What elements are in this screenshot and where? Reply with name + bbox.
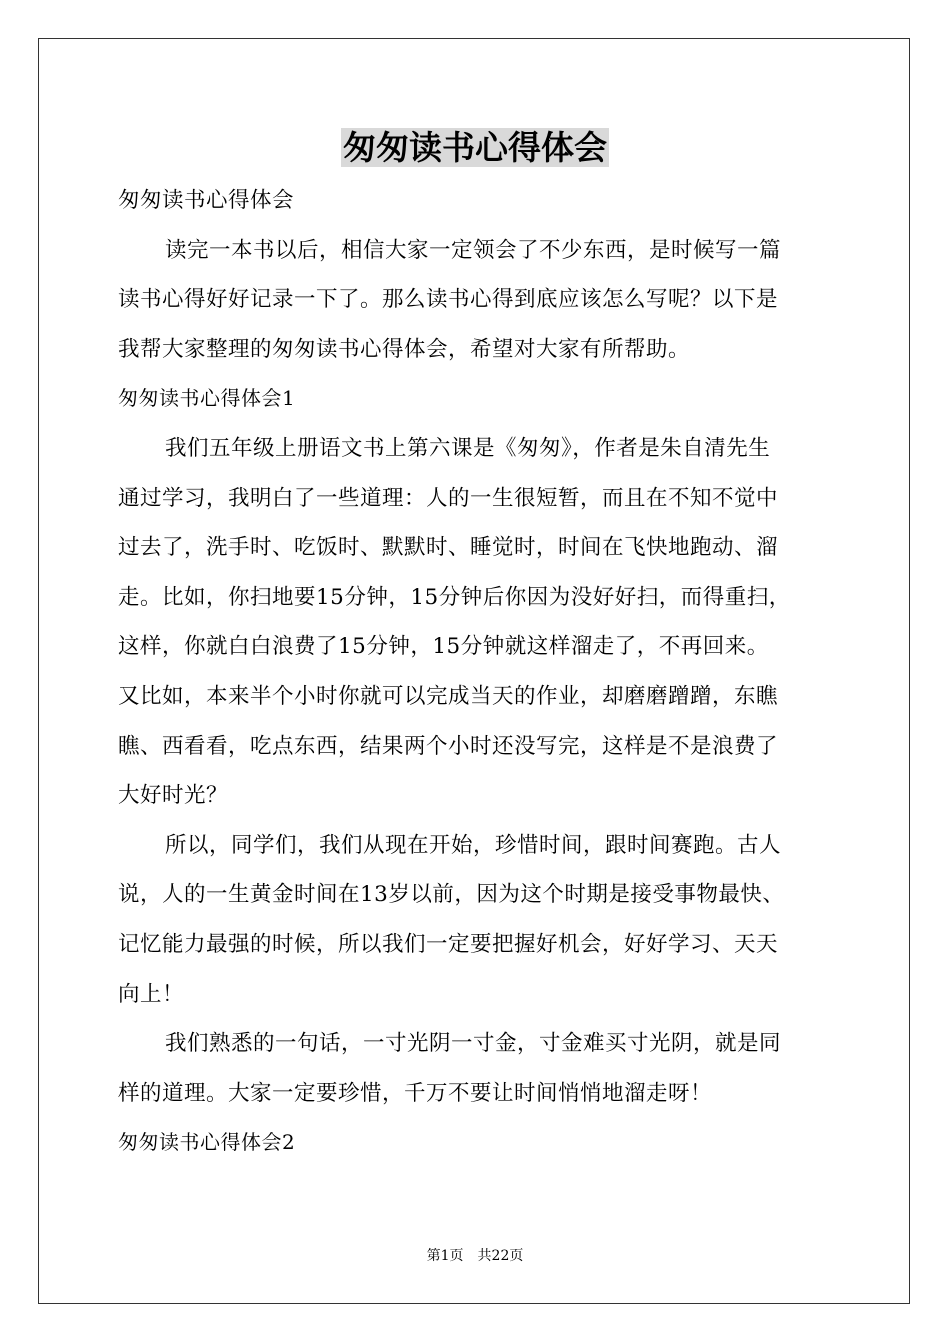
page-total: 共22页	[477, 1248, 524, 1264]
paragraph-line: 通过学习，我明白了一些道理：人的一生很短暂，而且在不知不觉中	[118, 485, 779, 511]
document-subtitle: 匆匆读书心得体会	[118, 188, 295, 213]
paragraph-line: 说，人的一生黄金时间在13岁以前，因为这个时期是接受事物最快、	[118, 882, 785, 908]
paragraph-line: 读书心得好好记录一下了。那么读书心得到底应该怎么写呢？以下是	[118, 287, 779, 313]
paragraph-line: 又比如，本来半个小时你就可以完成当天的作业，却磨磨蹭蹭，东瞧	[118, 683, 779, 709]
paragraph-line: 我们熟悉的一句话，一寸光阴一寸金，寸金难买寸光阴，就是同	[165, 1031, 782, 1057]
paragraph-line: 所以，同学们，我们从现在开始，珍惜时间，跟时间赛跑。古人	[165, 832, 782, 858]
document-title	[0, 126, 950, 170]
paragraph-line: 大好时光？	[118, 783, 229, 809]
paragraph-line: 向上！	[118, 981, 185, 1007]
paragraph-line: 过去了，洗手时、吃饭时、默默时、睡觉时，时间在飞快地跑动、溜	[118, 535, 779, 561]
page-footer	[0, 1246, 950, 1266]
paragraph-line: 瞧、西看看，吃点东西，结果两个小时还没写完，这样是不是浪费了	[118, 733, 779, 759]
section-heading: 匆匆读书心得体会2	[118, 1130, 296, 1155]
paragraph-line: 记忆能力最强的时候，所以我们一定要把握好机会，好好学习、天天	[118, 931, 779, 957]
document-title-text: 匆匆读书心得体会	[343, 128, 607, 167]
paragraph-line: 我帮大家整理的匆匆读书心得体会，希望对大家有所帮助。	[118, 336, 691, 362]
paragraph-line: 走。比如，你扫地要15分钟，15分钟后你因为没好好扫，而得重扫，	[118, 584, 791, 610]
document-body	[118, 176, 838, 1168]
section-heading: 匆匆读书心得体会1	[118, 386, 296, 411]
paragraph-line: 我们五年级上册语文书上第六课是《匆匆》，作者是朱自清先生	[165, 435, 771, 461]
page-number: 第1页	[426, 1248, 464, 1264]
paragraph-line: 读完一本书以后，相信大家一定领会了不少东西，是时候写一篇	[165, 237, 782, 263]
paragraph-line: 样的道理。大家一定要珍惜，千万不要让时间悄悄地溜走呀！	[118, 1080, 713, 1106]
paragraph-line: 这样，你就白白浪费了15分钟，15分钟就这样溜走了，不再回来。	[118, 634, 769, 660]
